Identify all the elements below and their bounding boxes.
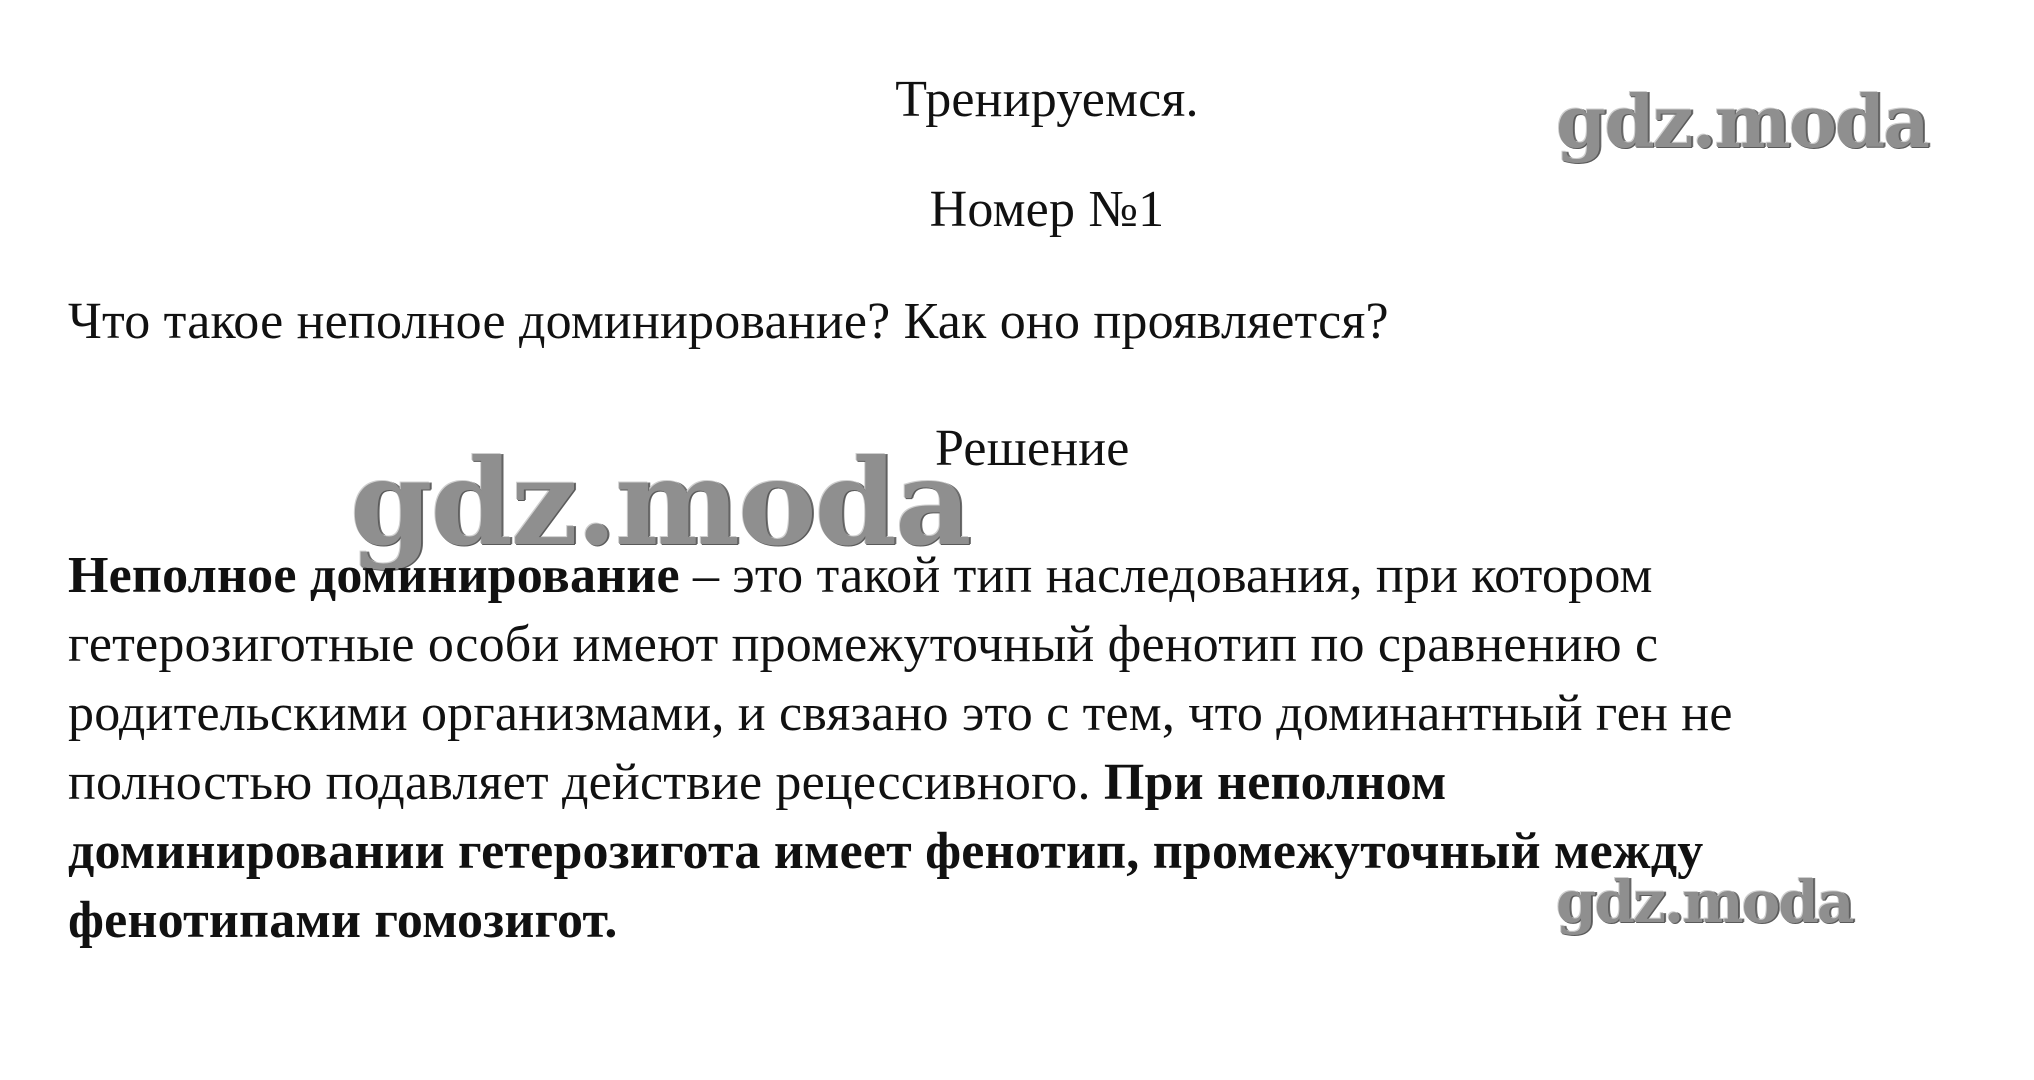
answer-line-4-regular: полностью подавляет действие рецессивного. bbox=[68, 754, 1104, 811]
answer-line-4 bbox=[68, 749, 1447, 817]
watermark-logo-top: gdz.moda bbox=[1556, 79, 1928, 164]
answer-line-4-bold: При неполном bbox=[1103, 754, 1447, 811]
answer-line-1-rest: – это такой тип наследования, при котором bbox=[679, 547, 1653, 604]
answer-line-3: родительскими организмами, и связано это с тем, что доминантный ген не bbox=[68, 685, 1733, 742]
answer-line-5: доминировании гетерозигота имеет фенотип, промежуточный между bbox=[68, 823, 1704, 880]
question-text: Что такое неполное доминирование? Как оно проявляется? bbox=[68, 293, 1389, 350]
term-bold: Неполное доминирование bbox=[68, 547, 680, 604]
task-number: Номер №1 bbox=[929, 181, 1165, 238]
page-title: Тренируемся. bbox=[895, 71, 1199, 128]
watermark-logo-large: gdz.moda bbox=[350, 433, 970, 572]
answer-line-6: фенотипами гомозигот. bbox=[68, 892, 618, 949]
answer-line-2: гетерозиготные особи имеют промежуточный фенотип по сравнению с bbox=[68, 616, 1659, 673]
answer-line-1 bbox=[68, 542, 1653, 610]
watermark-logo-bottom: gdz.moda bbox=[1556, 868, 1853, 936]
solution-heading: Решение bbox=[935, 420, 1130, 477]
